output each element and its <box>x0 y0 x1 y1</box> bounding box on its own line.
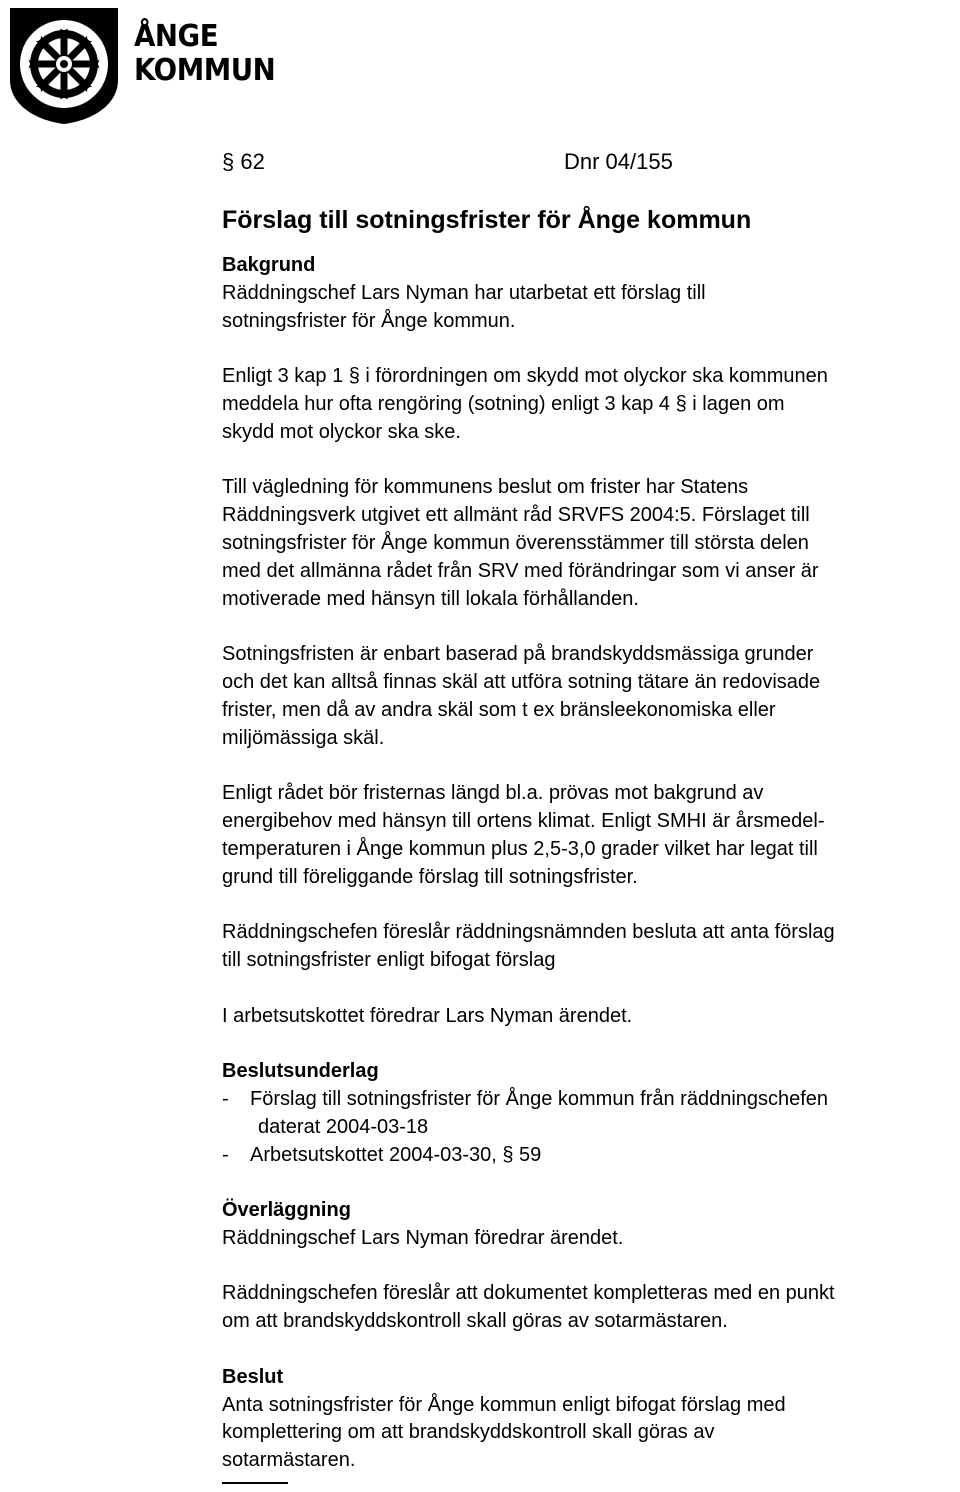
section-heading-beslut: Beslut <box>222 1365 284 1388</box>
bakgrund-paragraph-2: Enligt 3 kap 1 § i förordningen om skydd mot olyckor ska kommunen meddela hur ofta rengöring (sotning) enligt 3 kap 4 § i lagen om skydd mot olyckor ska ske. <box>222 365 828 443</box>
paragraph-number: § 62 <box>222 149 265 174</box>
logo-line-2: KOMMUN <box>134 53 276 88</box>
ange-wheel-emblem-icon <box>6 4 128 126</box>
list-dash: - <box>222 1143 229 1166</box>
bakgrund-paragraph-5: Enligt rådet bör fristernas längd bl.a. prövas mot bakgrund av energibehov med hänsyn till ortens klimat. Enligt SMHI är årsmedel- temperaturen i Ånge kommun plus 2,5-3,0 grader vilket har legat till grund till föreliggande förslag till sotningsfrister. <box>222 782 825 888</box>
overlaggning-paragraph-1: Räddningschef Lars Nyman föredrar ärendet. <box>222 1226 624 1249</box>
logo-wordmark <box>134 20 275 88</box>
list-item-continuation-text: daterat 2004-03-18 <box>258 1115 429 1138</box>
beslut-paragraph-1: Anta sotningsfrister för Ånge kommun enligt bifogat förslag med komplettering om att brandskyddskontroll skall göras av sotarmästaren. <box>222 1393 786 1472</box>
section-heading-beslutsunderlag: Beslutsunderlag <box>222 1060 379 1083</box>
diary-number: Dnr 04/155 <box>564 149 673 174</box>
footer-rule <box>222 1482 288 1484</box>
municipality-logo <box>6 4 276 128</box>
bakgrund-paragraph-7: I arbetsutskottet föredrar Lars Nyman ärendet. <box>222 1004 633 1027</box>
section-heading-overlaggning: Överläggning <box>222 1199 351 1222</box>
list-dash: - <box>222 1087 229 1110</box>
bakgrund-paragraph-6: Räddningschefen föreslår räddningsnämnden besluta att anta förslag till sotningsfrister enligt bifogat förslag <box>222 921 835 971</box>
bakgrund-paragraph-3: Till vägledning för kommunens beslut om frister har Statens Räddningsverk utgivet ett allmänt råd SRVFS 2004:5. Förslaget till sotningsfrister för Ånge kommun överensstämmer till största delen med det allmänna rådet från SRV med förändringar som vi anser är motiverade med hänsyn till lokala förhållanden. <box>222 476 819 610</box>
document-title: Förslag till sotningsfrister för Ånge kommun <box>222 206 752 234</box>
reference-row <box>222 146 960 178</box>
bakgrund-paragraph-4: Sotningsfristen är enbart baserad på brandskyddsmässiga grunder och det kan alltså finnas skäl att utföra sotning tätare än redovisade frister, men då av andra skäl som t ex bränsleekonomiska eller miljömässiga skäl. <box>222 643 821 749</box>
overlaggning-paragraph-2: Räddningschefen föreslår att dokumentet kompletteras med en punkt om att brandskyddskontroll skall göras av sotarmästaren. <box>222 1282 835 1333</box>
logo-line-1: ÅNGE <box>134 19 219 54</box>
list-item-text: Arbetsutskottet 2004-03-30, § 59 <box>250 1143 542 1166</box>
section-heading-bakgrund: Bakgrund <box>222 254 316 276</box>
list-item-continuation <box>222 1114 960 1142</box>
bakgrund-paragraph-1: Räddningschef Lars Nyman har utarbetat ett förslag till sotningsfrister för Ånge kommun. <box>222 281 706 332</box>
list-item <box>222 1086 960 1114</box>
document-body <box>222 146 960 1475</box>
list-item-text: Förslag till sotningsfrister för Ånge kommun från räddningschefen <box>250 1087 829 1110</box>
list-item <box>222 1142 960 1170</box>
